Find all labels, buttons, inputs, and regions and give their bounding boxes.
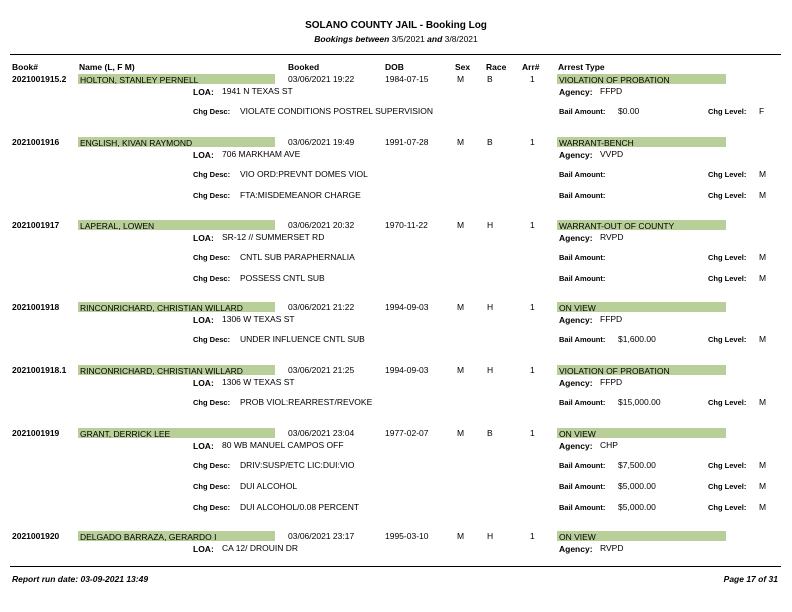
agency-value: FFPD: [600, 377, 623, 387]
book-number: 2021001917: [12, 220, 60, 230]
agency-label: Agency:: [559, 233, 593, 243]
chg-level-value: F: [759, 106, 765, 116]
chg-level-label: Chg Level:: [708, 398, 747, 407]
bail-amount-label: Bail Amount:: [559, 398, 606, 407]
loa-value: 1941 N TEXAS ST: [222, 86, 293, 96]
agency-label: Agency:: [559, 87, 593, 97]
loa-label: LOA:: [193, 315, 214, 325]
chg-level-label: Chg Level:: [708, 335, 747, 344]
chg-level-label: Chg Level:: [708, 503, 747, 512]
chg-desc-value: FTA:MISDEMEANOR CHARGE: [240, 190, 361, 200]
inmate-name: RINCONRICHARD, CHRISTIAN WILLARD: [80, 366, 243, 376]
dob: 1991-07-28: [385, 137, 429, 147]
col-dob: DOB: [385, 62, 404, 72]
chg-level-label: Chg Level:: [708, 191, 747, 200]
chg-desc-value: DRIV:SUSP/ETC LIC:DUI:VIO: [240, 460, 355, 470]
sex: M: [457, 220, 465, 230]
chg-desc-label: Chg Desc:: [193, 335, 231, 344]
bail-amount-label: Bail Amount:: [559, 170, 606, 179]
subtitle-prefix: Bookings between: [314, 34, 390, 44]
book-number: 2021001920: [12, 531, 60, 541]
bail-amount-label: Bail Amount:: [559, 335, 606, 344]
bail-amount-value: $1,600.00: [618, 334, 656, 344]
book-number: 2021001918.1: [12, 365, 67, 375]
dob: 1995-03-10: [385, 531, 429, 541]
loa-value: 706 MARKHAM AVE: [222, 149, 301, 159]
arrest-type: WARRANT-OUT OF COUNTY: [559, 221, 675, 231]
inmate-name: RINCONRICHARD, CHRISTIAN WILLARD: [80, 303, 243, 313]
sex: M: [457, 74, 465, 84]
chg-level-value: M: [759, 273, 767, 283]
bail-amount-label: Bail Amount:: [559, 274, 606, 283]
dob: 1994-09-03: [385, 365, 429, 375]
arrest-number: 1: [530, 531, 535, 541]
chg-desc-value: VIO ORD:PREVNT DOMES VIOL: [240, 169, 368, 179]
col-race: Race: [486, 62, 507, 72]
booked-datetime: 03/06/2021 23:04: [288, 428, 355, 438]
agency-value: VVPD: [600, 149, 624, 159]
footer-rule: [10, 566, 781, 567]
chg-level-value: M: [759, 481, 767, 491]
chg-desc-value: DUI ALCOHOL/0.08 PERCENT: [240, 502, 360, 512]
agency-label: Agency:: [559, 378, 593, 388]
agency-value: RVPD: [600, 232, 624, 242]
chg-desc-label: Chg Desc:: [193, 191, 231, 200]
race: H: [487, 531, 494, 541]
race: H: [487, 220, 494, 230]
bail-amount-label: Bail Amount:: [559, 191, 606, 200]
bail-amount-value: $0.00: [618, 106, 640, 116]
chg-desc-label: Chg Desc:: [193, 274, 231, 283]
booked-datetime: 03/06/2021 21:25: [288, 365, 355, 375]
report-subtitle: [0, 34, 792, 44]
chg-level-value: M: [759, 460, 767, 470]
arrest-number: 1: [530, 365, 535, 375]
agency-value: FFPD: [600, 314, 623, 324]
chg-level-label: Chg Level:: [708, 274, 747, 283]
header-rule: [10, 54, 781, 55]
chg-level-value: M: [759, 190, 767, 200]
inmate-name: GRANT, DERRICK LEE: [80, 429, 171, 439]
inmate-name: DELGADO BARRAZA, GERARDO I: [80, 532, 217, 542]
chg-desc-label: Chg Desc:: [193, 398, 231, 407]
arrest-type: ON VIEW: [559, 429, 596, 439]
arrest-type: WARRANT-BENCH: [559, 138, 634, 148]
dob: 1970-11-22: [385, 220, 428, 230]
bail-amount-value: $15,000.00: [618, 397, 661, 407]
bail-amount-value: $7,500.00: [618, 460, 656, 470]
arrest-type: VIOLATION OF PROBATION: [559, 75, 670, 85]
bail-amount-label: Bail Amount:: [559, 107, 606, 116]
agency-value: FFPD: [600, 86, 623, 96]
chg-level-label: Chg Level:: [708, 107, 747, 116]
col-arrest-type: Arrest Type: [558, 62, 605, 72]
inmate-name: LAPERAL, LOWEN: [80, 221, 155, 231]
sex: M: [457, 137, 465, 147]
report-run-date: Report run date: 03-09-2021 13:49: [12, 574, 149, 584]
race: B: [487, 137, 493, 147]
chg-desc-value: UNDER INFLUENCE CNTL SUB: [240, 334, 365, 344]
chg-desc-label: Chg Desc:: [193, 107, 231, 116]
chg-level-label: Chg Level:: [708, 253, 747, 262]
booked-datetime: 03/06/2021 21:22: [288, 302, 355, 312]
dob: 1994-09-03: [385, 302, 429, 312]
chg-level-value: M: [759, 334, 767, 344]
sex: M: [457, 428, 465, 438]
agency-value: RVPD: [600, 543, 624, 553]
agency-label: Agency:: [559, 150, 593, 160]
booked-datetime: 03/06/2021 19:22: [288, 74, 355, 84]
chg-desc-value: CNTL SUB PARAPHERNALIA: [240, 252, 355, 262]
loa-label: LOA:: [193, 87, 214, 97]
race: B: [487, 74, 493, 84]
chg-level-value: M: [759, 502, 767, 512]
chg-desc-value: PROB VIOL:REARREST/REVOKE: [240, 397, 373, 407]
arrest-number: 1: [530, 428, 535, 438]
col-sex: Sex: [455, 62, 471, 72]
arrest-type: VIOLATION OF PROBATION: [559, 366, 670, 376]
loa-value: SR-12 // SUMMERSET RD: [222, 232, 325, 242]
booked-datetime: 03/06/2021 20:32: [288, 220, 355, 230]
arrest-number: 1: [530, 74, 535, 84]
chg-desc-label: Chg Desc:: [193, 461, 231, 470]
loa-value: CA 12/ DROUIN DR: [222, 543, 299, 553]
chg-level-label: Chg Level:: [708, 170, 747, 179]
chg-desc-value: DUI ALCOHOL: [240, 481, 298, 491]
bail-amount-value: $5,000.00: [618, 502, 656, 512]
dob: 1984-07-15: [385, 74, 429, 84]
inmate-name: HOLTON, STANLEY PERNELL: [80, 75, 199, 85]
end-date: 3/8/2021: [444, 34, 478, 44]
dob: 1977-02-07: [385, 428, 429, 438]
loa-label: LOA:: [193, 233, 214, 243]
col-booked: Booked: [288, 62, 320, 72]
chg-desc-label: Chg Desc:: [193, 482, 231, 491]
chg-desc-value: VIOLATE CONDITIONS POSTREL SUPERVISION: [240, 106, 434, 116]
col-name: Name (L, F M): [79, 62, 135, 72]
chg-level-label: Chg Level:: [708, 461, 747, 470]
loa-value: 1306 W TEXAS ST: [222, 377, 295, 387]
page-number: Page 17 of 31: [723, 574, 778, 584]
chg-desc-value: POSSESS CNTL SUB: [240, 273, 325, 283]
booked-datetime: 03/06/2021 23:17: [288, 531, 355, 541]
race: B: [487, 428, 493, 438]
bail-amount-label: Bail Amount:: [559, 503, 606, 512]
report-title: SOLANO COUNTY JAIL - Booking Log: [305, 20, 487, 31]
loa-label: LOA:: [193, 378, 214, 388]
book-number: 2021001919: [12, 428, 60, 438]
sex: M: [457, 365, 465, 375]
bail-amount-label: Bail Amount:: [559, 461, 606, 470]
chg-level-value: M: [759, 169, 767, 179]
inmate-name: ENGLISH, KIVAN RAYMOND: [80, 138, 193, 148]
col-arr: Arr#: [522, 62, 540, 72]
arrest-number: 1: [530, 302, 535, 312]
bail-amount-label: Bail Amount:: [559, 253, 606, 262]
race: H: [487, 365, 494, 375]
race: H: [487, 302, 494, 312]
agency-label: Agency:: [559, 544, 593, 554]
loa-label: LOA:: [193, 150, 214, 160]
col-book: Book#: [12, 62, 38, 72]
sex: M: [457, 302, 465, 312]
sex: M: [457, 531, 465, 541]
arrest-type: ON VIEW: [559, 303, 596, 313]
loa-label: LOA:: [193, 544, 214, 554]
agency-value: CHP: [600, 440, 618, 450]
book-number: 2021001915.2: [12, 74, 67, 84]
chg-level-label: Chg Level:: [708, 482, 747, 491]
chg-desc-label: Chg Desc:: [193, 503, 231, 512]
agency-label: Agency:: [559, 315, 593, 325]
book-number: 2021001916: [12, 137, 60, 147]
chg-desc-label: Chg Desc:: [193, 253, 231, 262]
subtitle-and: and: [427, 34, 443, 44]
arrest-type: ON VIEW: [559, 532, 596, 542]
bail-amount-label: Bail Amount:: [559, 482, 606, 491]
loa-value: 80 WB MANUEL CAMPOS OFF: [222, 440, 344, 450]
chg-desc-label: Chg Desc:: [193, 170, 231, 179]
loa-label: LOA:: [193, 441, 214, 451]
loa-value: 1306 W TEXAS ST: [222, 314, 295, 324]
start-date: 3/5/2021: [391, 34, 425, 44]
booked-datetime: 03/06/2021 19:49: [288, 137, 355, 147]
agency-label: Agency:: [559, 441, 593, 451]
book-number: 2021001918: [12, 302, 60, 312]
chg-level-value: M: [759, 252, 767, 262]
chg-level-value: M: [759, 397, 767, 407]
arrest-number: 1: [530, 220, 535, 230]
bail-amount-value: $5,000.00: [618, 481, 656, 491]
arrest-number: 1: [530, 137, 535, 147]
